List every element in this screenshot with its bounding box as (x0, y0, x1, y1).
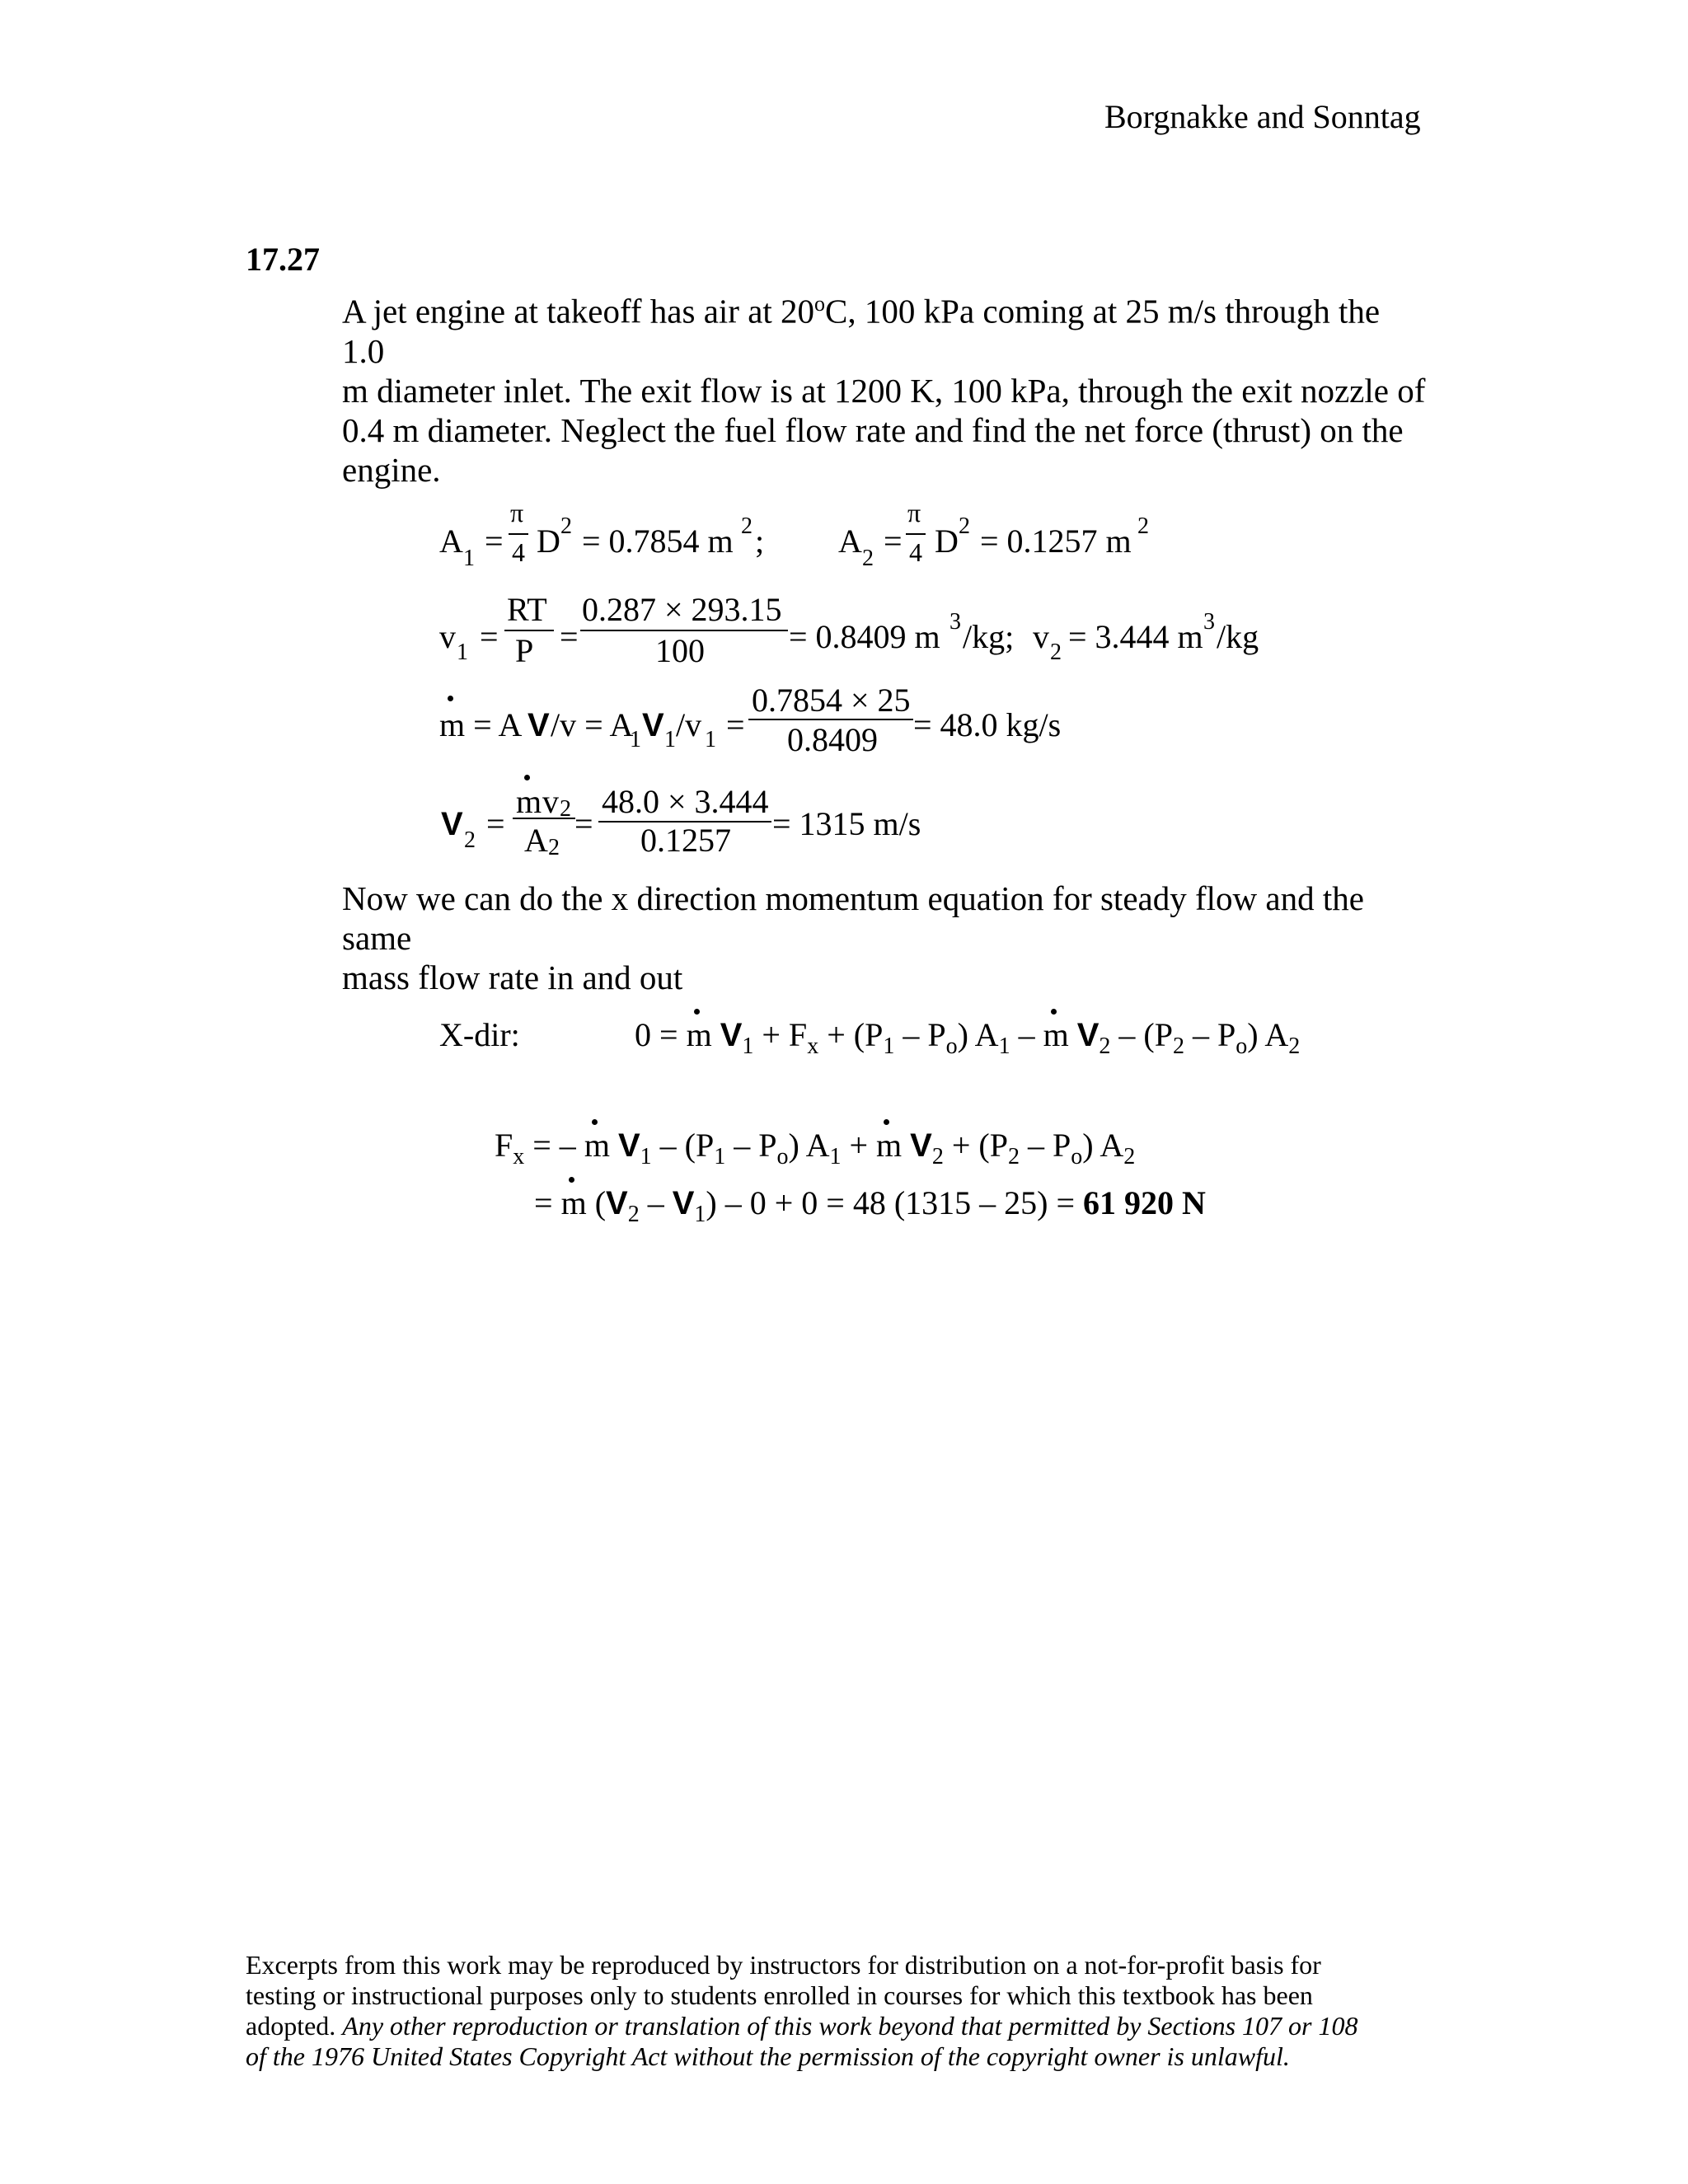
v2-numerator: 48.0 × 3.444 (602, 783, 769, 820)
momentum-description (342, 879, 1430, 997)
a2-square: 2 (959, 513, 970, 539)
rt-fraction-bar (504, 630, 554, 631)
mdot-v1: V (642, 707, 664, 743)
a1-pi: π (510, 498, 524, 527)
a1-equals: = (485, 523, 504, 560)
thrust-mdot-2 (884, 1119, 889, 1125)
a1-semicolon: ; (755, 523, 765, 560)
v1-subscript: 1 (457, 640, 468, 665)
v2-denominator: 0.1257 (640, 822, 731, 859)
problem-number: 17.27 (246, 241, 320, 278)
footer-line-3: adopted. Any other reproduction or translation of this work beyond that permitted by Sections 107 or 108 (246, 2011, 1358, 2041)
a1-four: 4 (512, 537, 525, 567)
v2-velocity-equals: = (486, 805, 505, 842)
a2-four: 4 (909, 537, 922, 567)
mdot-mid: /v = A (551, 706, 634, 743)
v2-velocity-symbol: V (441, 806, 463, 842)
xdir-mdot-2 (1051, 1009, 1057, 1015)
v2-mdot-dot (524, 775, 530, 780)
v2-subscript: 2 (1050, 640, 1062, 665)
xdir-label: X-dir: (439, 1016, 520, 1053)
a1-symbol: A (439, 523, 463, 560)
momentum-line-2: mass flow rate in and out (342, 958, 683, 996)
a2-pi: π (907, 498, 921, 527)
p-denominator: P (515, 632, 534, 669)
mdot-v1-subscript: 1 (664, 727, 676, 752)
thrust-mdot-3 (569, 1177, 574, 1183)
v2-num-v: v (542, 783, 559, 820)
v2-den-subscript: 2 (548, 835, 560, 860)
a2-diameter: D (935, 523, 959, 560)
v2-velocity-subscript: 2 (464, 827, 476, 853)
v2-result: = 3.444 m (1068, 618, 1203, 655)
v1-denominator: 100 (655, 632, 705, 669)
a2-value: = 0.1257 m (980, 523, 1132, 560)
xdir-equation: 0 = m $V_1 + F_x + (P_1 - P_o)$ $A_1$ – m $V_2 - (P_2 - P_o)$ $A_2$ (635, 1019, 1300, 1058)
footer-line-2: testing or instructional purposes only to students enrolled in courses for which this textbook has been (246, 1980, 1313, 2010)
v2-num-subscript: 2 (560, 796, 571, 822)
mdot-equals: = (726, 706, 745, 743)
mdot-numerator: 0.7854 × 25 (752, 682, 911, 719)
a1-value: = 0.7854 m (582, 523, 734, 560)
v2-num-m: m (516, 783, 542, 820)
footer-line-1: Excerpts from this work may be reproduced by instructors for distribution on a not-for-profit basis for (246, 1950, 1321, 1980)
copyright-footer (246, 1950, 1465, 2072)
v1-unit: /kg; (963, 618, 1015, 655)
mdot-denominator: 0.8409 (787, 721, 878, 758)
a1-unit-square: 2 (741, 513, 753, 539)
statement-line-4: engine. (342, 450, 441, 489)
thrust-answer: 61 920 N (1083, 1184, 1206, 1221)
mdot-fraction-bar (748, 719, 913, 720)
footer-line-4: of the 1976 United States Copyright Act without the permission of the copyright owner is unlawful. (246, 2041, 1290, 2071)
mdot-dot (448, 696, 453, 701)
v2-symbol: v (1033, 618, 1049, 655)
statement-line-2: m diameter inlet. The exit flow is at 1200 K, 100 kPa, through the exit nozzle of (342, 371, 1426, 410)
mdot-a1-subscript: 1 (630, 727, 641, 752)
a2-equals: = (884, 523, 903, 560)
a2-fraction-bar (906, 533, 926, 535)
statement-line-3: 0.4 m diameter. Neglect the fuel flow rate and find the net force (thrust) on the (342, 410, 1404, 449)
a1-fraction-bar (509, 533, 528, 535)
v2-unit-cube: 3 (1203, 609, 1215, 635)
problem-statement (342, 284, 1430, 490)
a2-symbol: A (838, 523, 862, 560)
v2-unit: /kg (1217, 618, 1259, 655)
a1-square: 2 (560, 513, 572, 539)
thrust-mdot-1 (592, 1119, 598, 1125)
thrust-line-2: = m $(V_2 - V_1) - 0 + 0 = 48$ (1315 – 25) = 61 920 N (534, 1187, 1206, 1226)
mdot-sv-subscript: 1 (705, 727, 716, 752)
v1-unit-cube: 3 (950, 609, 961, 635)
v1-numerator: 0.287 × 293.15 (582, 591, 782, 628)
mdot-velocity: V (528, 707, 550, 743)
momentum-line-1: Now we can do the x direction momentum equation for steady flow and the same (342, 879, 1364, 957)
statement-line-1: A jet engine at takeoff has air at 20$^o$C, 100 kPa coming at 25 m/s through the 1.0 (342, 292, 1381, 370)
v1-fraction-bar (580, 630, 788, 631)
mdot-result: = 48.0 kg/s (913, 706, 1062, 743)
running-head: Borgnakke and Sonntag (1104, 98, 1421, 135)
thrust-line-1: $F_x$ = – m $V_1 - (P_1 - P_o) A_1$ + m $V_2 + (P_2 - P_o)$ $A_2$ (495, 1129, 1135, 1169)
a1-subscript: 1 (463, 546, 475, 571)
v1-equals-2: = (560, 618, 579, 655)
a2-subscript: 2 (862, 546, 874, 571)
xdir-mdot-1 (694, 1009, 700, 1015)
a1-diameter: D (537, 523, 560, 560)
v1-symbol: v (439, 618, 456, 655)
v1-equals: = (480, 618, 499, 655)
v1-result: = 0.8409 m (789, 618, 940, 655)
v2-den-a: A (524, 822, 548, 859)
mdot-slash-v: /v (676, 706, 702, 743)
a2-unit-square: 2 (1137, 513, 1149, 539)
v2-result: = 1315 m/s (772, 805, 921, 842)
v2-first-fraction-bar (513, 818, 575, 819)
rt-numerator: RT (507, 591, 547, 628)
v2-velocity-equals-2: = (574, 805, 593, 842)
mdot-lhs: m = A (439, 706, 523, 743)
